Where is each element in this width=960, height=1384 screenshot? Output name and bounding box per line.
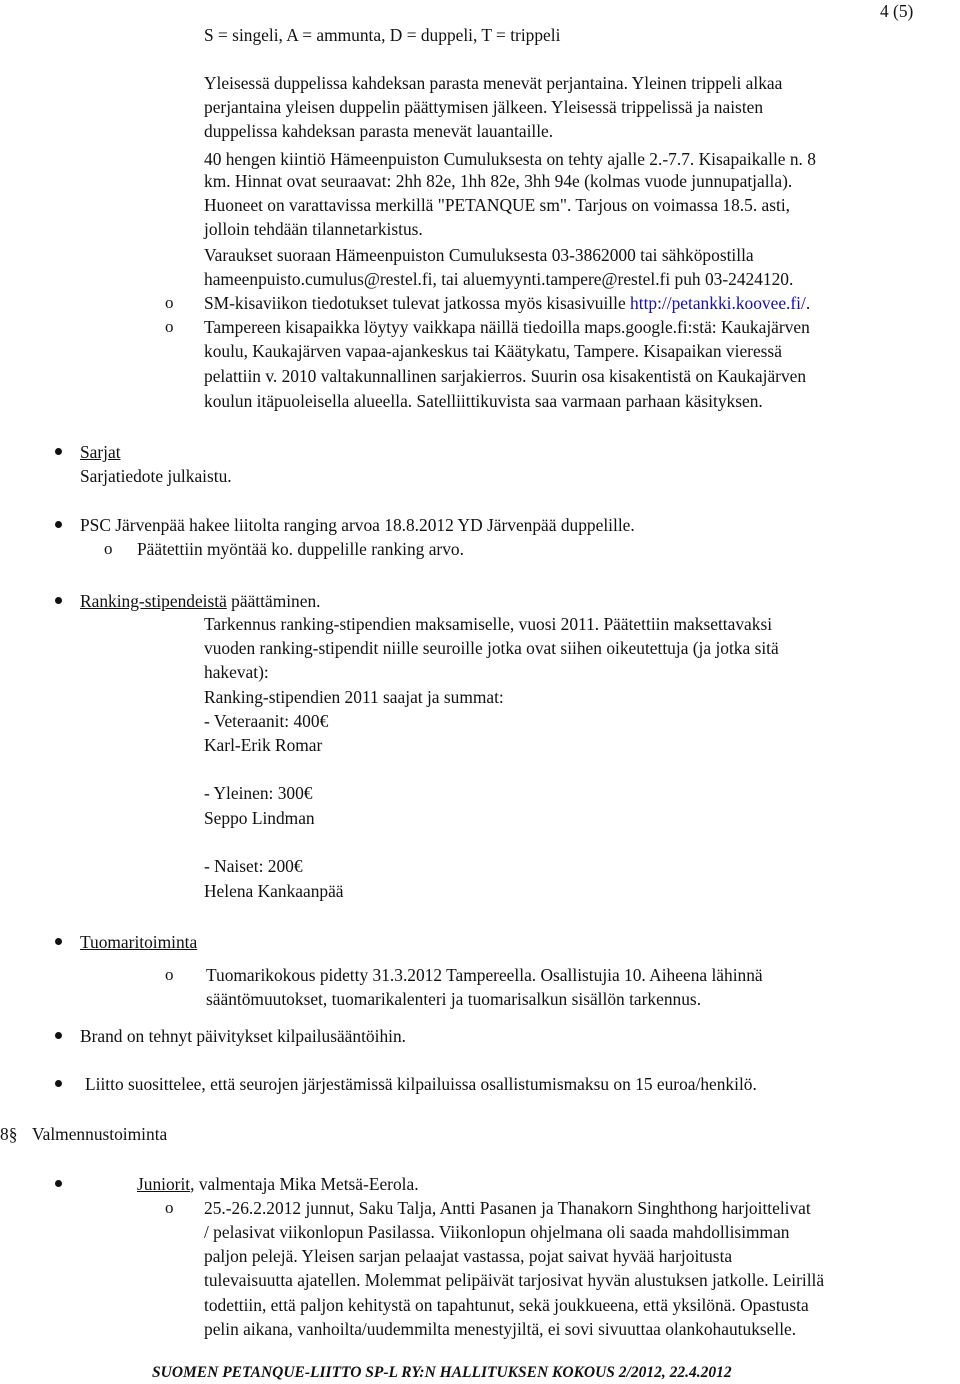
- sub-bullet: o: [165, 317, 174, 336]
- sarjat-text: Sarjatiedote julkaistu.: [80, 466, 232, 486]
- ranking-line: Tarkennus ranking-stipendien maksamiselle, vuosi 2011. Päätettiin maksettavaksi: [204, 614, 773, 634]
- juniorit-line: paljon pelejä. Yleisen sarjan pelaajat vastassa, pojat saivat hyvää harjoitusta: [204, 1246, 733, 1266]
- sub-bullet: o: [165, 1198, 174, 1217]
- ranking-title-rest: päättäminen.: [226, 591, 321, 611]
- sm-info-text: SM-kisaviikon tiedotukset tulevat jatkossa myös kisasivuille: [204, 293, 631, 313]
- juniorit-line: / pelasivat viikonlopun Pasilassa. Viikonlopun ohjelmana oli saada mahdollisimman: [204, 1222, 790, 1242]
- paragraph-line: hameenpuisto.cumulus@restel.fi, tai aluemyynti.tampere@restel.fi puh 03-2424120.: [204, 269, 794, 289]
- juniorit-line: todettiin, että paljon kehitystä on tapahtunut, sekä joukkueena, että yksilönä. Opastusta: [204, 1295, 809, 1315]
- liitto-text: Liitto suosittelee, että seurojen järjestämissä kilpailuissa osallistumismaksu on 15 euroa/henkilö.: [85, 1074, 757, 1094]
- juniorit-title: Juniorit: [137, 1174, 191, 1194]
- ranking-line: - Veteraanit: 400€: [204, 711, 329, 731]
- ranking-line: - Yleinen: 300€: [204, 783, 313, 803]
- paragraph-line: Huoneet on varattavissa merkillä "PETANQUE sm". Tarjous on voimassa 18.5. asti,: [204, 195, 791, 215]
- bullet: [55, 1080, 62, 1087]
- section-title: Valmennustoiminta: [32, 1124, 168, 1144]
- juniorit-line: tulevaisuutta ajatellen. Molemmat pelipäivät tarjosivat hyvän alustuksen jatkolle. Leirillä: [204, 1270, 825, 1290]
- page-number: 4 (5): [880, 1, 914, 21]
- ranking-line: vuoden ranking-stipendit niille seuroille jotka ovat siihen oikeutettuja (ja jotka sitä: [204, 638, 779, 658]
- ranking-heading: [80, 590, 321, 612]
- sub-bullet: o: [165, 293, 174, 312]
- paragraph-line: km. Hinnat ovat seuraavat: 2hh 82e, 1hh 82e, 3hh 94e (kolmas vuode junnupatjalla).: [204, 171, 793, 191]
- paragraph-line: 40 hengen kiintiö Hämeenpuiston Cumuluksesta on tehty ajalle 2.-7.7. Kisapaikalle n. 8: [204, 149, 816, 169]
- tampere-line: koulun itäpuoleisella alueella. Satelliittikuvista saa varmaan parhaan käsityksen.: [204, 391, 763, 411]
- juniorit-line: 25.-26.2.2012 junnut, Saku Talja, Antti Pasanen ja Thanakorn Singhthong harjoittelivat: [204, 1198, 811, 1218]
- bullet: [55, 1032, 62, 1039]
- paragraph-line: Yleisessä duppelissa kahdeksan parasta menevät perjantaina. Yleinen trippeli alkaa: [204, 73, 783, 93]
- bullet: [55, 521, 62, 528]
- ranking-title: Ranking-stipendeistä: [80, 591, 227, 611]
- tampere-line: pelattiin v. 2010 valtakunnallinen sarjakierros. Suurin osa kisakentistä on Kaukajärven: [204, 366, 807, 386]
- section-number: 8§: [0, 1124, 18, 1144]
- bullet: [55, 1180, 62, 1187]
- tuomari-line: Tuomarikokous pidetty 31.3.2012 Tampereella. Osallistujia 10. Aiheena lähinnä: [206, 965, 763, 985]
- footer: SUOMEN PETANQUE-LIITTO SP-L RY:N HALLITUKSEN KOKOUS 2/2012, 22.4.2012: [152, 1364, 732, 1381]
- paragraph-line: perjantaina yleisen duppelin päättymisen jälkeen. Yleisessä trippelissä ja naisten: [204, 97, 764, 117]
- tampere-line: koulu, Kaukajärven vapaa-ajankeskus tai Käätykatu, Tampere. Kisapaikan vieressä: [204, 341, 782, 361]
- ranking-line: Seppo Lindman: [204, 808, 315, 828]
- paragraph-line: Varaukset suoraan Hämeenpuiston Cumuluksesta 03-3862000 tai sähköpostilla: [204, 245, 754, 265]
- sub-bullet: o: [165, 965, 174, 984]
- sm-info: [204, 292, 810, 314]
- tuomari-title: Tuomaritoiminta: [80, 932, 198, 952]
- paragraph-line: jolloin tehdään tilannetarkistus.: [204, 219, 423, 239]
- bullet: [55, 938, 62, 945]
- psc-sub: Päätettiin myöntää ko. duppelille ranking arvo.: [137, 539, 464, 559]
- ranking-line: Ranking-stipendien 2011 saajat ja summat:: [204, 687, 504, 707]
- bullet: [55, 597, 62, 604]
- tampere-line: Tampereen kisapaikka löytyy vaikkapa näillä tiedoilla maps.google.fi:stä: Kaukajärven: [204, 317, 810, 337]
- ranking-line: Karl-Erik Romar: [204, 735, 323, 755]
- psc-text: PSC Järvenpää hakee liitolta ranging arvoa 18.8.2012 YD Järvenpää duppelille.: [80, 515, 635, 535]
- ranking-line: - Naiset: 200€: [204, 856, 303, 876]
- ranking-line: hakevat):: [204, 662, 269, 682]
- sm-info-link[interactable]: http://petankki.koovee.fi/: [630, 293, 806, 313]
- legend: S = singeli, A = ammunta, D = duppeli, T = trippeli: [204, 25, 561, 45]
- bullet: [55, 448, 62, 455]
- brand-text: Brand on tehnyt päivitykset kilpailusääntöihin.: [80, 1026, 407, 1046]
- sm-info-end: .: [805, 293, 811, 313]
- tuomari-line: sääntömuutokset, tuomarikalenteri ja tuomarisalkun sisällön tarkennus.: [206, 989, 702, 1009]
- juniorit-heading: [137, 1173, 419, 1195]
- sub-bullet: o: [104, 539, 113, 558]
- juniorit-rest: , valmentaja Mika Metsä-Eerola.: [190, 1174, 419, 1194]
- sarjat-title: Sarjat: [80, 442, 121, 462]
- ranking-line: Helena Kankaanpää: [204, 881, 344, 901]
- juniorit-line: pelin aikana, vanhoilta/uudemmilta menestyjiltä, ei sovi sivuuttaa olankohautukselle.: [204, 1319, 797, 1339]
- paragraph-line: duppelissa kahdeksan parasta menevät lauantaille.: [204, 121, 554, 141]
